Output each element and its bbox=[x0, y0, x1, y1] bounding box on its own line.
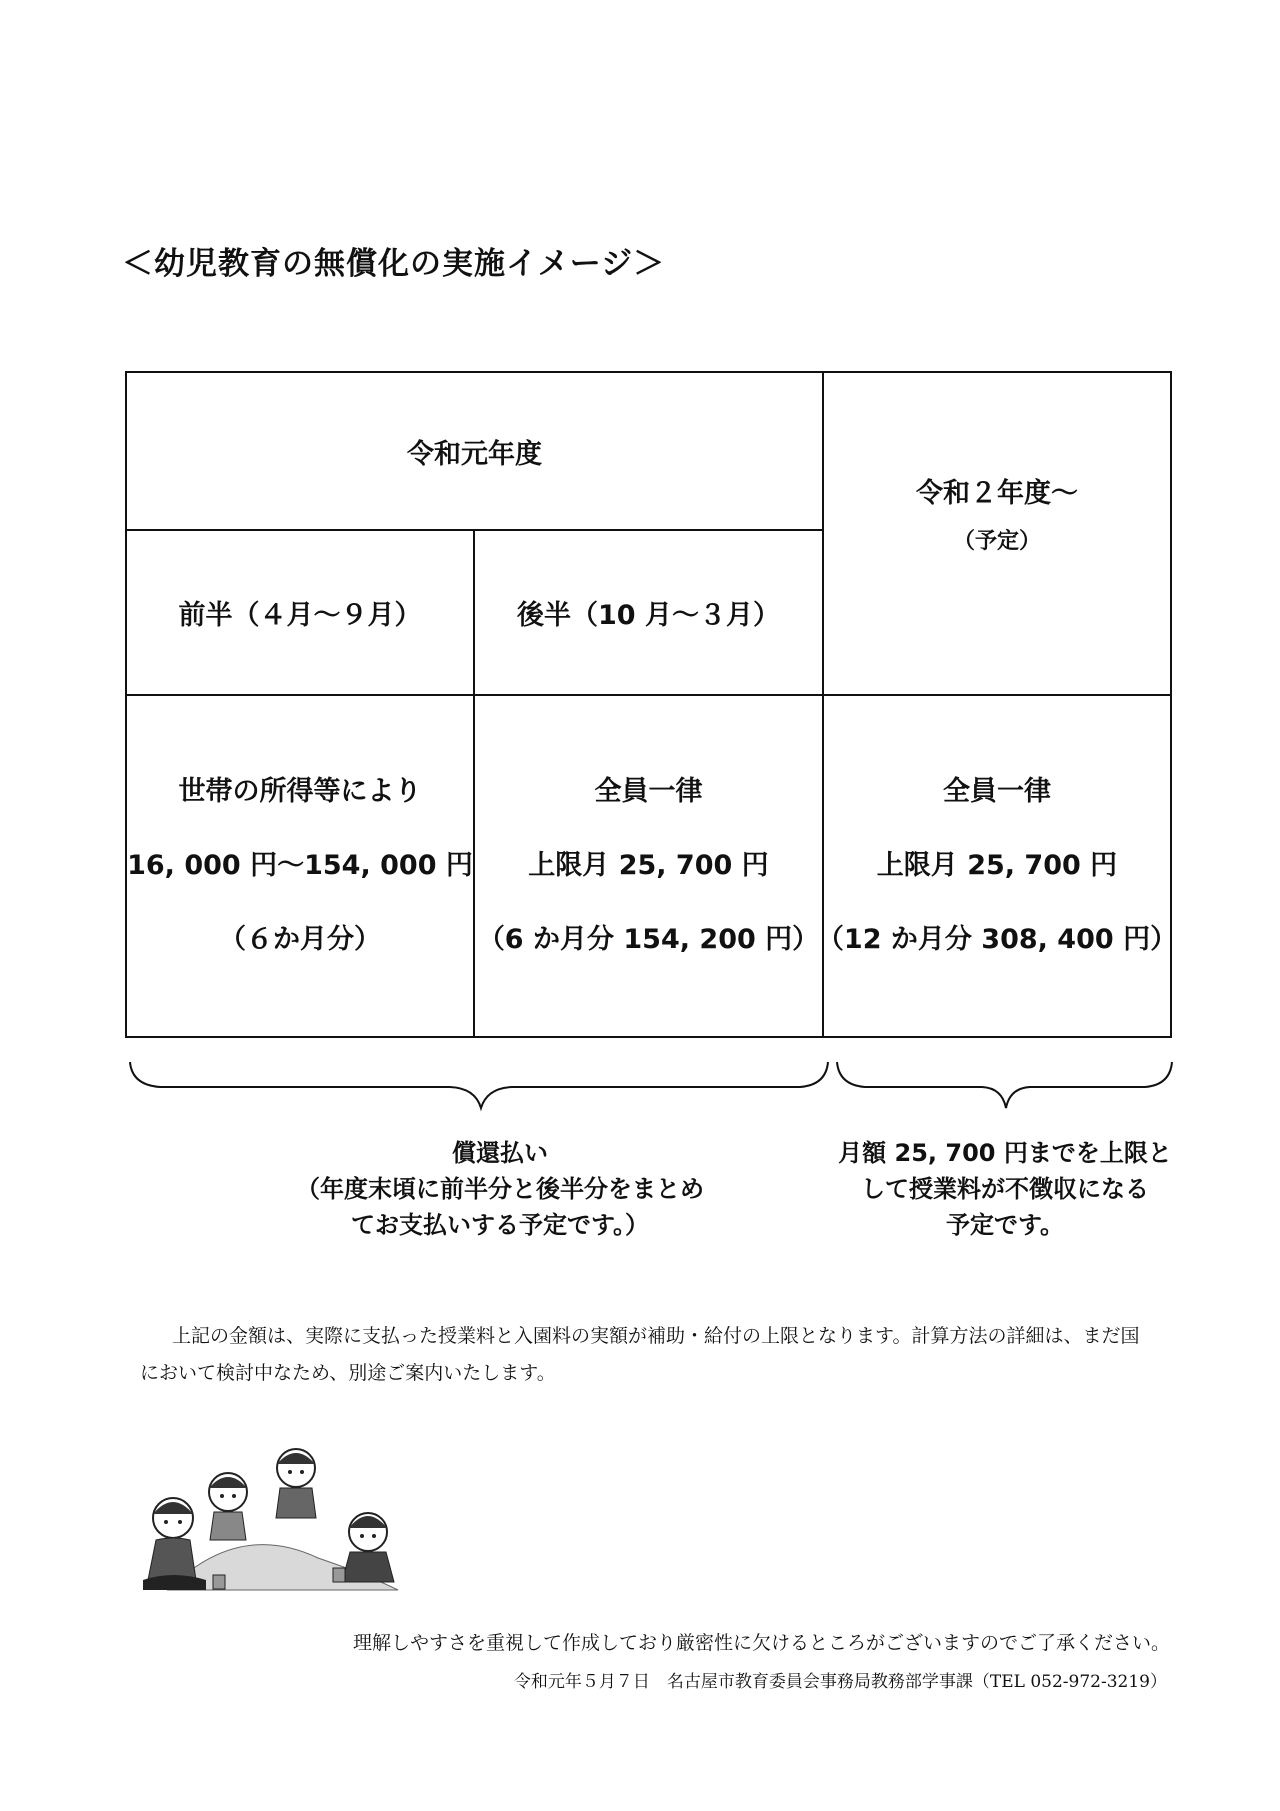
header-reiwa1: 令和元年度 bbox=[407, 438, 542, 470]
first-half-line1: 世帯の所得等により bbox=[178, 776, 422, 807]
explanation-paragraph bbox=[140, 1318, 1180, 1392]
child-4 bbox=[342, 1513, 394, 1582]
explanation-line1: 上記の金額は、実際に支払った授業料と入園料の実額が補助・給付の上限となります。計算方法の詳細は、まだ国 bbox=[172, 1325, 1140, 1347]
header-first-half: 前半（４月～９月） bbox=[178, 600, 422, 631]
note-left-line3: てお支払いする予定です。） bbox=[350, 1211, 650, 1239]
brace-left bbox=[130, 1062, 828, 1108]
issuer-contact: 令和元年５月７日 名古屋市教育委員会事務局教務部学事課（TEL 052-972-3219） bbox=[513, 1672, 1167, 1692]
note-right-line2: して授業料が不徴収になる bbox=[861, 1175, 1149, 1203]
child-3 bbox=[276, 1449, 316, 1518]
note-right bbox=[830, 1135, 1180, 1243]
first-half-line3: （６か月分） bbox=[219, 924, 381, 955]
header-second-half: 後半（10 月～３月） bbox=[517, 600, 780, 631]
reiwa2-line1: 全員一律 bbox=[943, 776, 1051, 807]
first-half-line2: 16, 000 円～154, 000 円 bbox=[127, 850, 473, 881]
second-half-line1: 全員一律 bbox=[594, 776, 703, 807]
header-reiwa2-sub: （予定） bbox=[952, 528, 1041, 554]
second-half-line3: （6 か月分 154, 200 円） bbox=[477, 924, 820, 955]
note-right-line3: 予定です。 bbox=[945, 1211, 1065, 1239]
reiwa2-line2: 上限月 25, 700 円 bbox=[876, 850, 1118, 881]
note-left-line1: 償還払い bbox=[452, 1139, 548, 1167]
children-illustration bbox=[128, 1440, 418, 1610]
note-right-line1: 月額 25, 700 円までを上限と bbox=[838, 1139, 1172, 1167]
brace-right bbox=[837, 1062, 1172, 1108]
note-left bbox=[255, 1135, 745, 1243]
header-reiwa2-title: 令和２年度～ bbox=[916, 477, 1078, 509]
reiwa2-line3: （12 か月分 308, 400 円） bbox=[816, 924, 1178, 955]
explanation-line2: において検討中なため、別途ご案内いたします。 bbox=[140, 1362, 556, 1384]
second-half-line2: 上限月 25, 700 円 bbox=[528, 850, 769, 881]
disclaimer: 理解しやすさを重視して作成しており厳密性に欠けるところがございますのでご了承ください。 bbox=[352, 1632, 1170, 1654]
child-2 bbox=[209, 1473, 247, 1540]
page-title: ＜幼児教育の無償化の実施イメージ＞ bbox=[122, 246, 666, 282]
note-left-line2: （年度末頃に前半分と後半分をまとめ bbox=[296, 1175, 704, 1203]
